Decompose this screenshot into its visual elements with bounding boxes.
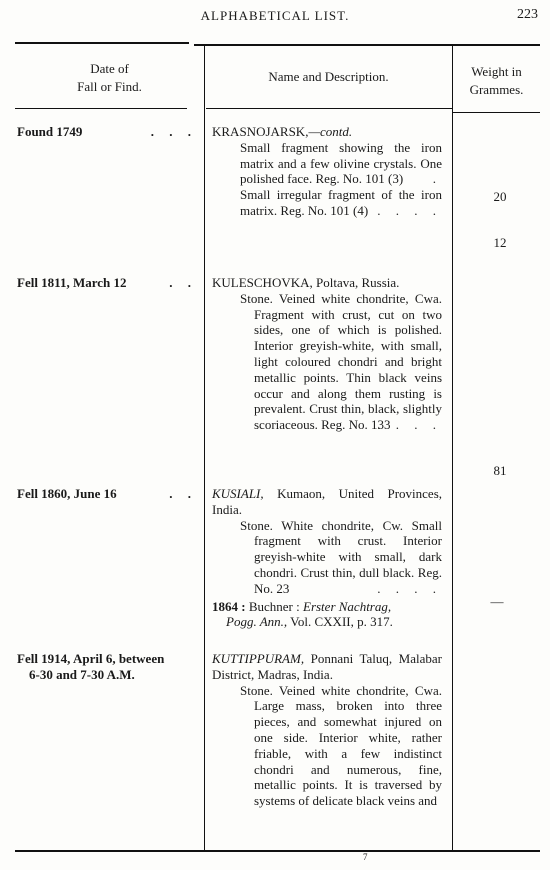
header-date-line2: Fall or Find. — [77, 79, 142, 94]
row-4-title: KUTTIPPURAM, — [212, 651, 305, 666]
row-1-title: KRASNOJARSK, — [212, 124, 309, 139]
row-3-title-rest: Kumaon, United Provinces, India. — [212, 486, 443, 517]
row-3-ref-author: Buchner : — [248, 598, 300, 614]
row-4-date — [17, 651, 202, 683]
row-1-entry — [212, 124, 442, 219]
row-3-entry — [212, 486, 442, 630]
row-1-date-dots: . . . — [150, 124, 197, 139]
row-2-desc-1-dots: . . . . — [377, 417, 442, 433]
row-3-title-line — [212, 486, 442, 518]
row-3-weight: — — [490, 594, 503, 609]
row-4-date-line2: 6-30 and 7-30 A.M. — [29, 667, 135, 682]
header-name: Name and Description. — [268, 69, 389, 84]
page-number: 223 — [517, 7, 538, 22]
row-3-ref-cont — [226, 614, 442, 630]
row-2-desc-1 — [240, 290, 442, 433]
column-divider-2 — [452, 46, 453, 850]
row-2-date — [17, 275, 197, 291]
row-3-ref-journal: Pogg. Ann., — [226, 614, 288, 630]
row-3-ref-title: Erster Nachtrag, — [303, 598, 392, 614]
bottom-rule-right — [201, 850, 540, 852]
row-1-title-suffix: —contd. — [308, 124, 353, 139]
row-2-desc-1-text: Stone. Veined white chondrite, Cwa. Fragment with crust, cut on two sides, one of which is polished. Interior greyish-white, with small, light coloured chondri and bright metallic points. Thin black veins occur and along them rusting is prevalent. Crust thin, black, slightly scoriaceous. Reg. No. 133 — [240, 290, 442, 433]
header-rule-left — [15, 108, 187, 109]
row-1-desc-1 — [240, 140, 442, 187]
row-4-desc-1: Stone. Veined white chondrite, Cwa. Large mass, broken into three pieces, and somewhat injured on one side. Interior white, rather friable, with a few indistinct chondri and numerous, fine, metallic points. It is traversed by systems of delicate black veins and — [240, 682, 442, 809]
footer-signature-mark: 7 — [363, 852, 368, 862]
header-rule-weight — [453, 112, 540, 113]
running-head: ALPHABETICAL LIST. — [200, 8, 350, 23]
row-3-ref-rest: Vol. CXXII, p. 317. — [290, 614, 393, 630]
row-3-desc-1-text: Stone. White chondrite, Cw. Small fragment with crust. Interior greyish-white with small, dark chondri. Crust thin, dull black. Reg. No. 23 — [240, 517, 442, 596]
header-weight-line2: Grammes. — [469, 82, 524, 97]
row-1-desc-1-dots: . — [432, 171, 442, 187]
top-rule-right — [194, 44, 540, 46]
row-1-date-text: Found 1749 — [17, 124, 83, 139]
row-2-date-text: Fell 1811, March 12 — [17, 275, 127, 290]
row-4-date-line1: Fell 1914, April 6, between — [17, 651, 165, 666]
row-1-desc-1-text: Small fragment showing the iron matrix and a few olivine crystals. One polished face. Reg. No. 101 (3) — [240, 139, 442, 187]
row-2-date-dots: . . — [169, 275, 197, 290]
header-weight — [453, 63, 540, 99]
row-1-weight-1: 20 — [493, 189, 507, 204]
row-3-ref-year: 1864 : — [212, 598, 246, 614]
row-4-title-rest: Ponnani Taluq, Malabar District, Madras, India. — [212, 651, 442, 682]
row-3-desc-1-dots: . . . . — [377, 580, 442, 596]
row-3-desc-1 — [240, 517, 442, 597]
row-3-date — [17, 486, 197, 502]
row-3-title: KUSIALI, — [212, 486, 264, 501]
row-2-entry — [212, 275, 442, 433]
row-3-date-dots: . . — [169, 486, 197, 501]
column-divider-1 — [204, 44, 205, 850]
header-date — [15, 60, 204, 96]
row-1-desc-2-text: Small irregular fragment of the iron matrix. Reg. No. 101 (4) — [240, 187, 442, 218]
header-weight-line1: Weight in — [471, 64, 522, 79]
row-2-title: KULESCHOVKA, Poltava, Russia. — [212, 275, 400, 290]
row-1-title-line — [212, 124, 442, 140]
row-4-title-line — [212, 651, 442, 683]
header-date-line1: Date of — [90, 61, 129, 76]
row-3-reference — [212, 599, 442, 631]
row-1-date — [17, 124, 197, 140]
row-4-entry — [212, 651, 442, 809]
bottom-rule-left — [15, 850, 201, 852]
row-3-date-text: Fell 1860, June 16 — [17, 486, 117, 501]
row-1-weight-2: 12 — [493, 235, 507, 250]
header-rule-right — [206, 108, 452, 109]
row-1-desc-2-dots: . . . . — [377, 202, 442, 218]
row-2-weight: 81 — [493, 463, 507, 478]
row-1-desc-2 — [240, 187, 442, 219]
top-rule-left — [15, 42, 189, 44]
